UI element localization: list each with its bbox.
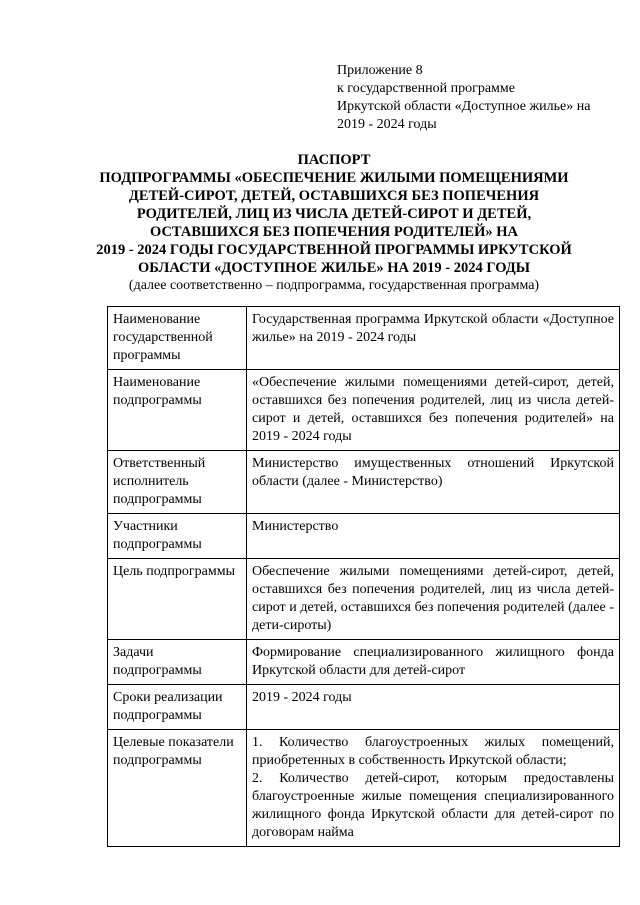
- row-label: Сроки реализации подпрограммы: [108, 685, 247, 730]
- title-line: ПОДПРОГРАММЫ «ОБЕСПЕЧЕНИЕ ЖИЛЫМИ ПОМЕЩЕНИЯМИ: [99, 170, 569, 186]
- table-row: [108, 685, 620, 730]
- appendix-header: [337, 62, 627, 134]
- indicator-item: 2. Количество детей-сирот, которым предоставлены благоустроенные жилые помещения специализированного жилищного фонда Иркутской области для детей-сирот по договорам найма: [252, 771, 614, 840]
- title-line: РОДИТЕЛЕЙ, ЛИЦ ИЗ ЧИСЛА ДЕТЕЙ-СИРОТ И ДЕТЕЙ,: [136, 206, 532, 222]
- table-row: [108, 514, 620, 559]
- title-line: ОБЛАСТИ «ДОСТУПНОЕ ЖИЛЬЕ» НА 2019 - 2024 ГОДЫ: [138, 260, 530, 276]
- indicator-item: 1. Количество благоустроенных жилых помещений, приобретенных в собственность Иркутской области;: [252, 735, 614, 768]
- passport-table: [107, 306, 620, 847]
- appendix-line: к государственной программе: [337, 81, 515, 96]
- row-label: Участники подпрограммы: [108, 514, 247, 559]
- title-line: ДЕТЕЙ-СИРОТ, ДЕТЕЙ, ОСТАВШИХСЯ БЕЗ ПОПЕЧЕНИЯ: [128, 188, 540, 204]
- row-value: Формирование специализированного жилищного фонда Иркутской области для детей-сирот: [247, 640, 620, 685]
- row-label: Наименование государственной программы: [108, 307, 247, 370]
- document-title: [60, 151, 608, 295]
- appendix-line: Иркутской области «Доступное жилье» на: [337, 99, 591, 114]
- table-row: [108, 730, 620, 847]
- row-value: Государственная программа Иркутской области «Доступное жилье» на 2019 - 2024 годы: [247, 307, 620, 370]
- row-value: Обеспечение жилыми помещениями детей-сирот, детей, оставшихся без попечения родителей, лиц из числа детей-сирот и детей, оставшихся без попечения родителей (далее - дети-сироты): [247, 559, 620, 640]
- row-label: Задачи подпрограммы: [108, 640, 247, 685]
- row-label: Ответственный исполнитель подпрограммы: [108, 451, 247, 514]
- row-label: Наименование подпрограммы: [108, 370, 247, 451]
- row-value: 2019 - 2024 годы: [247, 685, 620, 730]
- title-line: ПАСПОРТ: [297, 152, 371, 168]
- table-row: [108, 451, 620, 514]
- title-note: (далее соответственно – подпрограмма, государственная программа): [128, 278, 540, 293]
- appendix-line: Приложение 8: [337, 63, 423, 78]
- table-row: [108, 307, 620, 370]
- row-value: Министерство имущественных отношений Иркутской области (далее - Министерство): [247, 451, 620, 514]
- title-line: 2019 - 2024 ГОДЫ ГОСУДАРСТВЕННОЙ ПРОГРАММЫ ИРКУТСКОЙ: [96, 242, 572, 258]
- row-label: Целевые показатели подпрограммы: [108, 730, 247, 847]
- row-label: Цель подпрограммы: [108, 559, 247, 640]
- table-row: [108, 559, 620, 640]
- appendix-line: 2019 - 2024 годы: [337, 117, 437, 132]
- row-value: [247, 730, 620, 847]
- title-line: ОСТАВШИХСЯ БЕЗ ПОПЕЧЕНИЯ РОДИТЕЛЕЙ» НА: [149, 224, 518, 240]
- table-row: [108, 370, 620, 451]
- table-row: [108, 640, 620, 685]
- row-value: «Обеспечение жилыми помещениями детей-сирот, детей, оставшихся без попечения родителей, лиц из числа детей-сирот и детей, оставшихся без попечения родителей» на 2019 - 2024 годы: [247, 370, 620, 451]
- row-value: Министерство: [247, 514, 620, 559]
